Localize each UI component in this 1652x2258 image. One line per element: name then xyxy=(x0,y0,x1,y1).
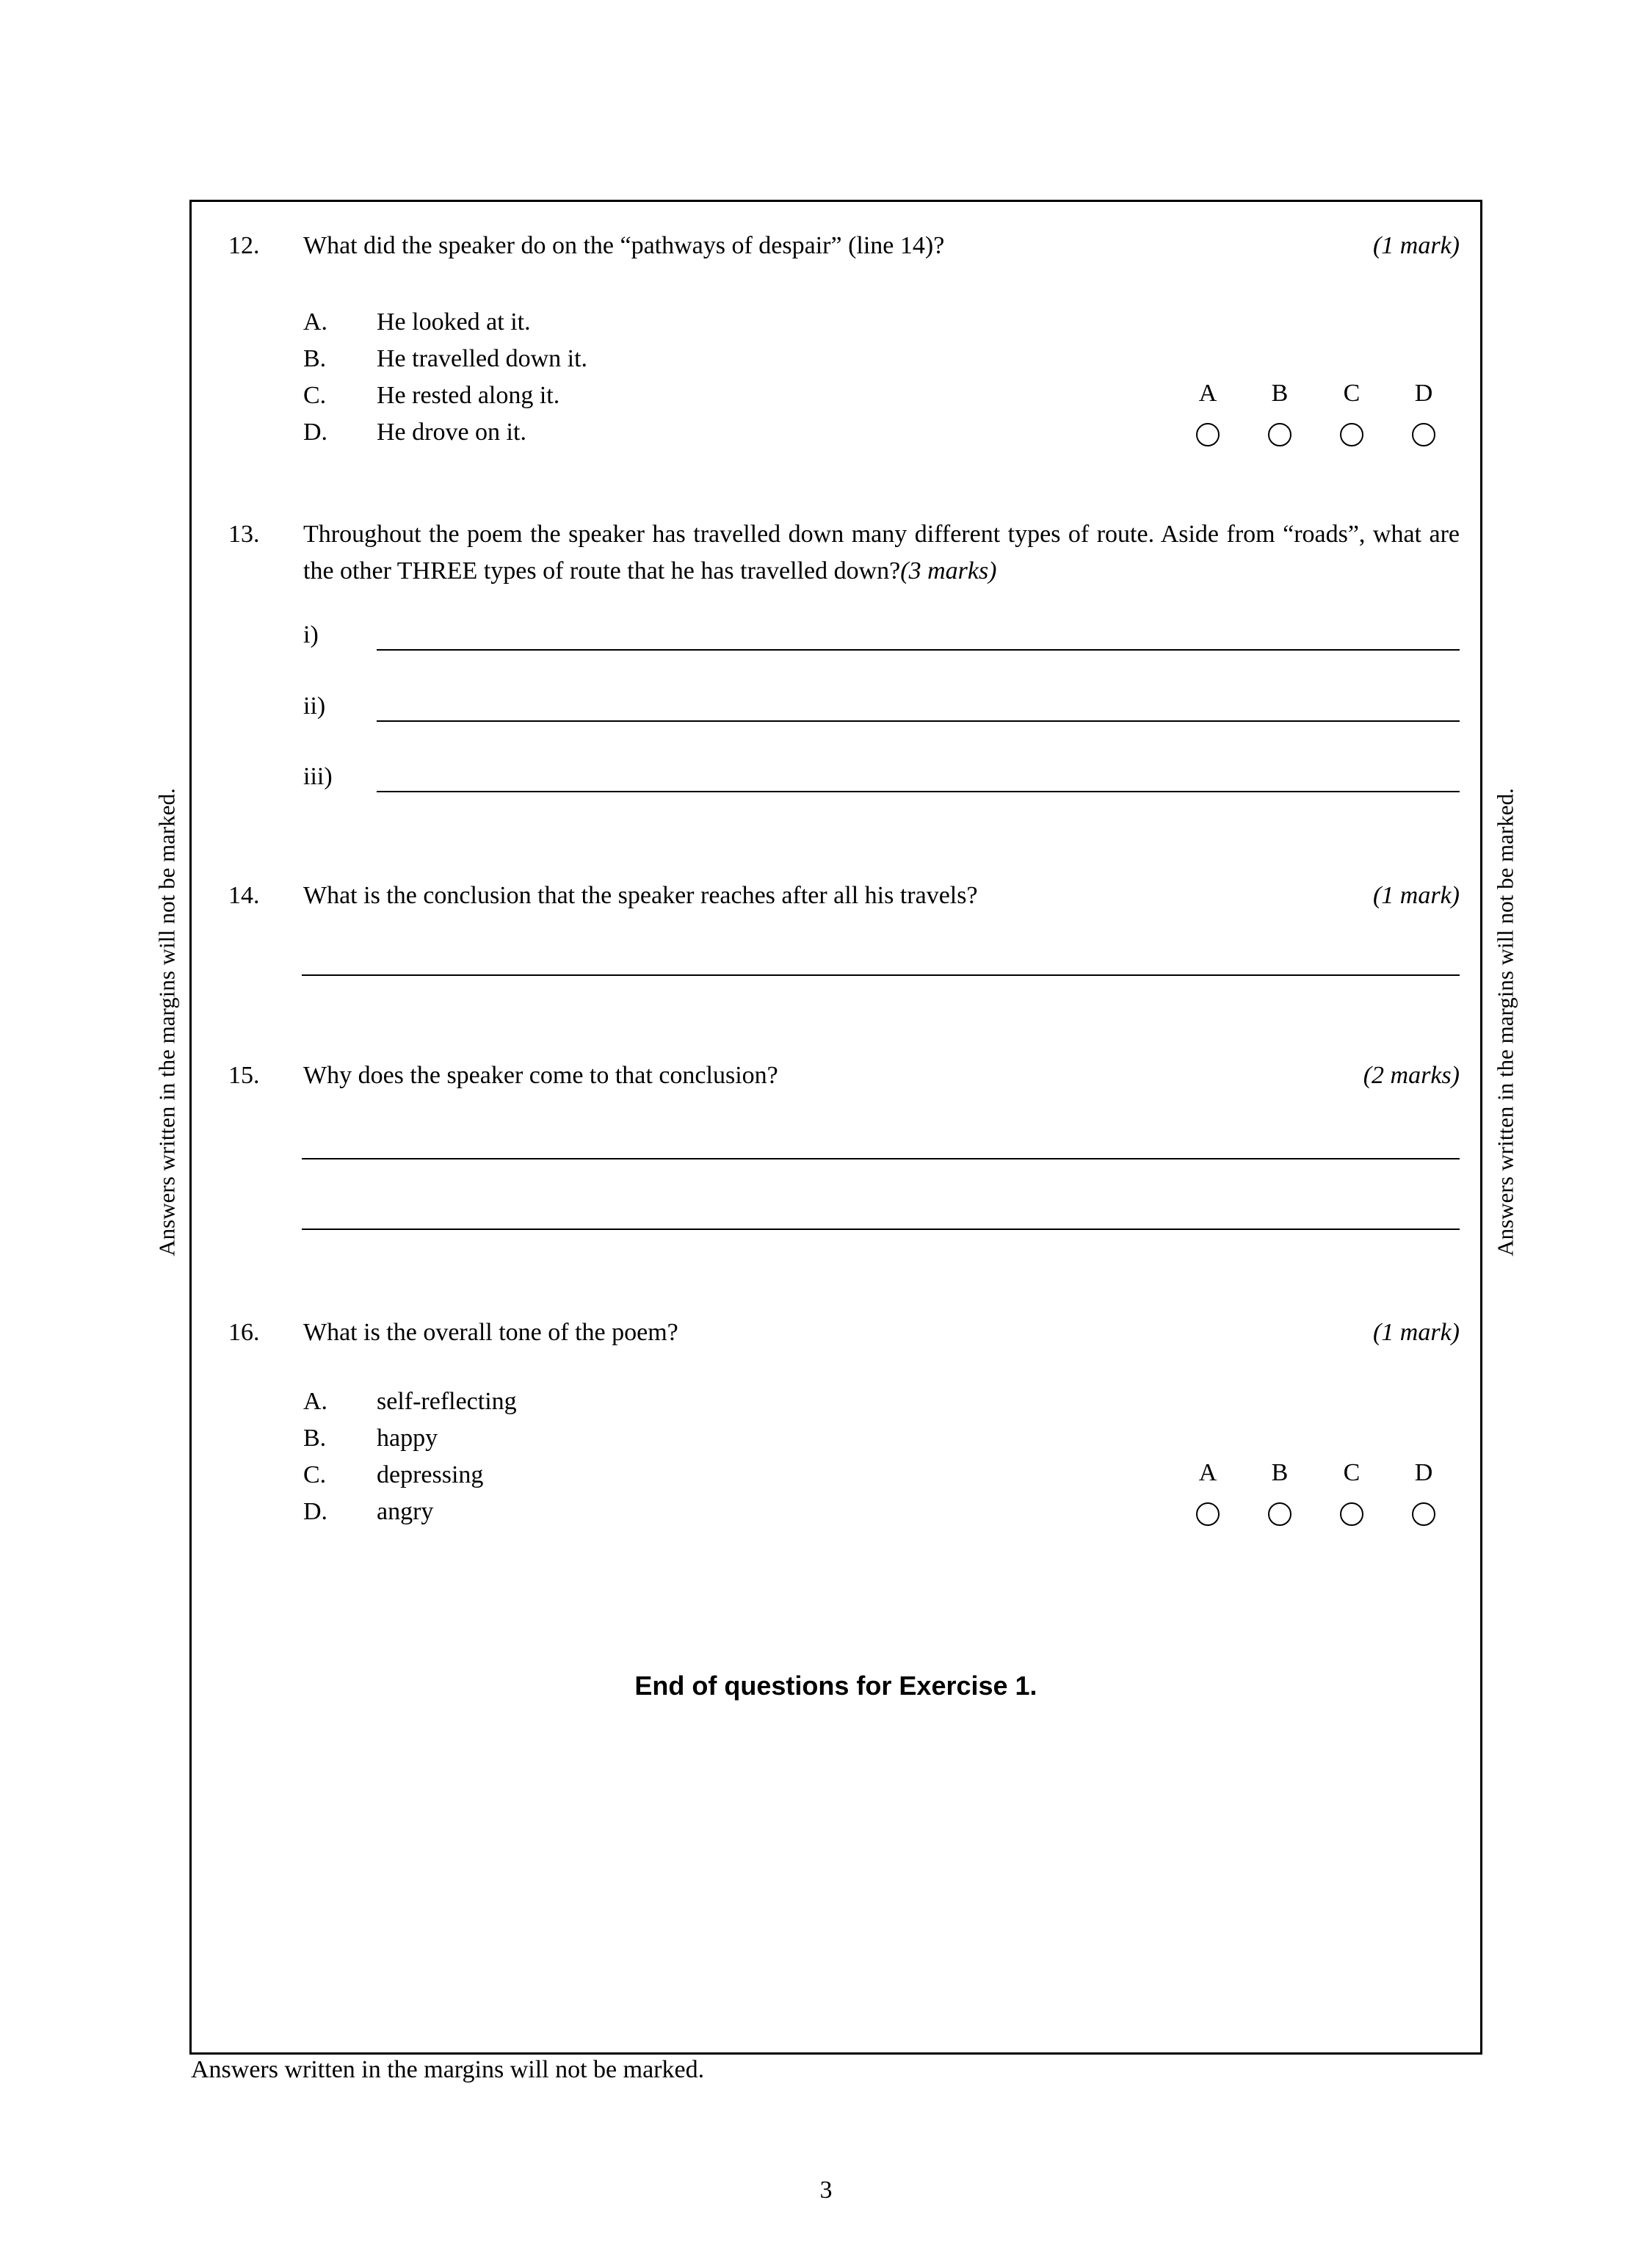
bubble-letter-row xyxy=(1172,380,1460,416)
question-13-blank-iii xyxy=(303,759,1460,792)
question-14-answer-line[interactable] xyxy=(302,974,1460,976)
exam-content-box xyxy=(189,200,1482,2055)
question-15-marks: (2 marks) xyxy=(1363,1062,1460,1089)
bubble-cell xyxy=(1172,1496,1244,1533)
page-number: 3 xyxy=(819,2176,833,2204)
bubble-letter-d: D xyxy=(1414,1459,1433,1486)
question-14-marks: (1 mark) xyxy=(1372,882,1460,909)
answer-blank-line[interactable] xyxy=(377,791,1460,792)
question-12-option-b xyxy=(303,343,1128,380)
option-letter: D. xyxy=(303,1498,328,1525)
question-12-answer-bubble-a[interactable] xyxy=(1196,423,1220,446)
question-16-answer-bubble-c[interactable] xyxy=(1340,1502,1363,1526)
option-text: He travelled down it. xyxy=(377,345,588,372)
question-13-number: 13. xyxy=(228,521,260,548)
bubble-cell xyxy=(1244,416,1316,453)
question-12-option-a xyxy=(303,306,1128,343)
bubble-cell xyxy=(1316,416,1388,453)
question-16-answer-bubble-d[interactable] xyxy=(1412,1502,1435,1526)
question-12-answer-bubble-b[interactable] xyxy=(1268,423,1291,446)
question-12-answer-bubbles xyxy=(1172,380,1460,453)
left-margin-note: Answers written in the margins will not be marked. xyxy=(153,788,180,1256)
option-letter: A. xyxy=(303,308,328,336)
question-13-blank-ii xyxy=(303,688,1460,722)
answer-blank-line[interactable] xyxy=(377,649,1460,651)
option-text: He rested along it. xyxy=(377,382,560,409)
question-16-marks: (1 mark) xyxy=(1372,1319,1460,1346)
question-12-marks: (1 mark) xyxy=(1372,232,1460,259)
question-16-answer-bubbles xyxy=(1172,1459,1460,1533)
bubble-cell xyxy=(1244,1496,1316,1533)
question-13-text: Throughout the poem the speaker has travelled down many different types of route. Aside from “roads”, what are the other THREE types of route that he has travelled down? xyxy=(303,521,1460,585)
answer-blank-line[interactable] xyxy=(377,720,1460,722)
question-16-answer-bubble-b[interactable] xyxy=(1268,1502,1291,1526)
option-text: happy xyxy=(377,1425,438,1452)
bubble-cell xyxy=(1388,1496,1460,1533)
question-15-header xyxy=(228,1060,1460,1092)
option-letter: B. xyxy=(303,1425,327,1452)
question-15-answer-line-2[interactable] xyxy=(302,1228,1460,1230)
option-letter: D. xyxy=(303,419,328,446)
bubble-cell xyxy=(1388,416,1460,453)
question-15-text: Why does the speaker come to that conclusion? xyxy=(303,1062,778,1089)
option-letter: A. xyxy=(303,1388,328,1415)
bubble-letter-b: B xyxy=(1271,380,1289,407)
question-13-text-wrap xyxy=(303,516,1460,589)
option-letter: C. xyxy=(303,1461,327,1488)
bubble-circle-row xyxy=(1172,1496,1460,1533)
bubble-letter-a: A xyxy=(1198,1459,1217,1486)
bubble-letter-row xyxy=(1172,1459,1460,1496)
bubble-letter-b: B xyxy=(1271,1459,1289,1486)
question-12-option-c xyxy=(303,380,1128,416)
question-15-answer-line-1[interactable] xyxy=(302,1158,1460,1159)
bottom-margin-note: Answers written in the margins will not be marked. xyxy=(191,2056,705,2083)
bubble-letter-d: D xyxy=(1414,380,1433,407)
bubble-letter-c: C xyxy=(1343,1459,1361,1486)
question-12-text: What did the speaker do on the “pathways of despair” (line 14)? xyxy=(303,232,945,259)
question-16-header xyxy=(228,1317,1460,1349)
question-12-number: 12. xyxy=(228,232,260,259)
question-16-number: 16. xyxy=(228,1319,260,1346)
question-14-number: 14. xyxy=(228,882,260,909)
question-16-answer-bubble-a[interactable] xyxy=(1196,1502,1220,1526)
option-text: depressing xyxy=(377,1461,484,1488)
question-12-answer-bubble-d[interactable] xyxy=(1412,423,1435,446)
question-16-option-d xyxy=(303,1496,1128,1533)
bubble-cell xyxy=(1172,416,1244,453)
question-13-blank-i xyxy=(303,617,1460,651)
question-13-marks: (3 marks) xyxy=(900,557,997,585)
question-16-option-a xyxy=(303,1386,1128,1422)
question-12-header xyxy=(228,230,1460,262)
bubble-letter-a: A xyxy=(1198,380,1217,407)
question-14-header xyxy=(228,880,1460,912)
question-13-header xyxy=(228,516,1460,589)
question-15-number: 15. xyxy=(228,1062,260,1089)
question-16-options xyxy=(303,1386,1128,1533)
blank-label-ii: ii) xyxy=(303,692,326,720)
bubble-cell xyxy=(1316,1496,1388,1533)
end-of-exercise-note: End of questions for Exercise 1. xyxy=(634,1671,1037,1701)
option-letter: C. xyxy=(303,382,327,409)
bubble-circle-row xyxy=(1172,416,1460,453)
question-16-option-c xyxy=(303,1459,1128,1496)
question-16-text: What is the overall tone of the poem? xyxy=(303,1319,678,1346)
option-text: He looked at it. xyxy=(377,308,531,336)
option-text: self-reflecting xyxy=(377,1388,517,1415)
option-letter: B. xyxy=(303,345,327,372)
option-text: He drove on it. xyxy=(377,419,526,446)
option-text: angry xyxy=(377,1498,434,1525)
question-16-option-b xyxy=(303,1422,1128,1459)
question-12-options xyxy=(303,306,1128,453)
question-14-text: What is the conclusion that the speaker reaches after all his travels? xyxy=(303,882,978,909)
question-12-option-d xyxy=(303,416,1128,453)
right-margin-note: Answers written in the margins will not be marked. xyxy=(1492,788,1518,1256)
blank-label-i: i) xyxy=(303,621,319,649)
blank-label-iii: iii) xyxy=(303,763,333,791)
bubble-letter-c: C xyxy=(1343,380,1361,407)
question-12-answer-bubble-c[interactable] xyxy=(1340,423,1363,446)
